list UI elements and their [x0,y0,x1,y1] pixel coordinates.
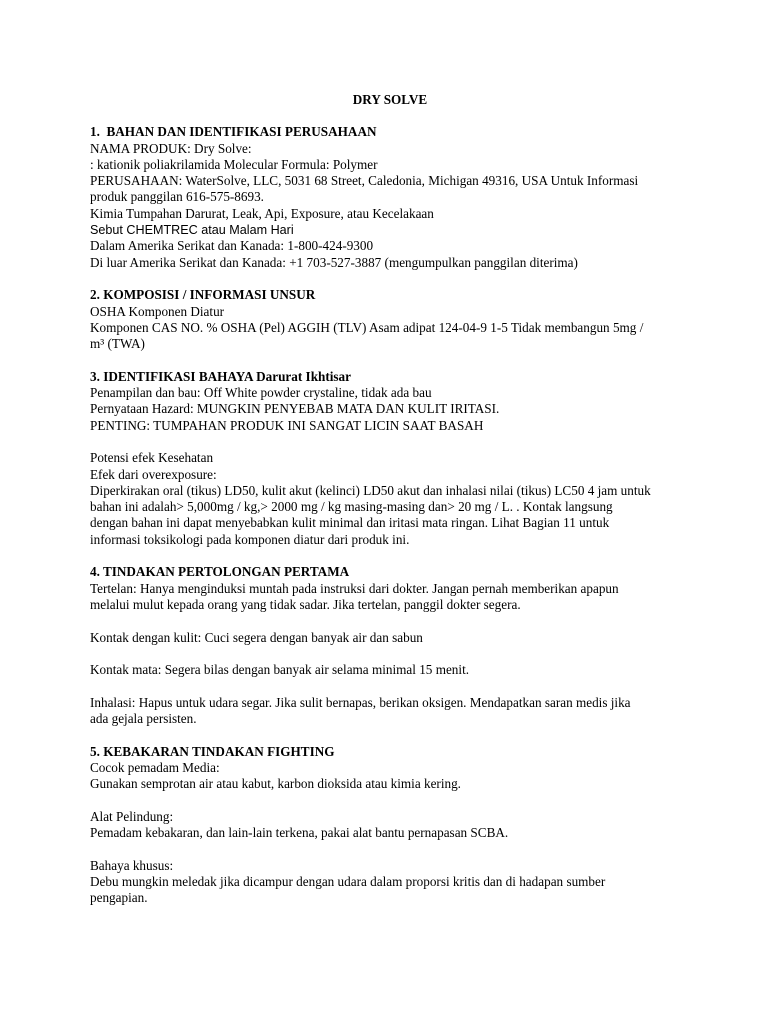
first-aid-eyes [90,662,690,678]
text-line: NAMA PRODUK: Dry Solve: [90,140,252,156]
text-line: : kationik poliakrilamida Molecular Formula: Polymer [90,156,378,172]
section-first-aid [90,564,690,727]
text-line: Pemadam kebakaran, dan lain-lain terkena, pakai alat bantu pernapasan SCBA. [90,825,509,841]
text-line: Pernyataan Hazard: MUNGKIN PENYEBAB MATA DAN KULIT IRITASI. [90,401,500,417]
section-heading: 4. TINDAKAN PERTOLONGAN PERTAMA [90,564,350,580]
section-heading: 3. IDENTIFIKASI BAHAYA Darurat Ikhtisar [90,368,351,384]
section-hazards [90,369,690,548]
text-line: Penampilan dan bau: Off White powder crystaline, tidak ada bau [90,385,432,401]
text-line: Bahaya khusus: [90,857,174,873]
text-line: PENTING: TUMPAHAN PRODUK INI SANGAT LICIN SAAT BASAH [90,417,484,433]
text-line: Tertelan: Hanya menginduksi muntah pada instruksi dari dokter. Jangan pernah memberikan apapun [90,580,619,596]
text-line: Debu mungkin meledak jika dicampur dengan udara dalam proporsi kritis dan di hadapan sumber [90,873,606,889]
text-line: Kontak mata: Segera bilas dengan banyak air selama minimal 15 menit. [90,662,470,678]
fire-special-hazards [90,858,690,907]
section-composition [90,287,690,352]
text-line: ada gejala persisten. [90,710,197,726]
document-title: DRY SOLVE [352,92,428,107]
first-aid-inhalation [90,695,690,728]
section-fire-fighting [90,744,690,907]
section-heading: 5. KEBAKARAN TINDAKAN FIGHTING [90,743,335,759]
section-identification [90,124,690,271]
text-line: bahan ini adalah> 5,000mg / kg,> 2000 mg / kg masing-masing dan> 20 mg / L. . Kontak langsung [90,499,613,515]
text-line: Di luar Amerika Serikat dan Kanada: +1 703-527-3887 (mengumpulkan panggilan diterima) [90,254,578,270]
text-line: Dalam Amerika Serikat dan Kanada: 1-800-424-9300 [90,238,374,254]
first-aid-skin [90,630,690,646]
fire-media [90,744,690,793]
text-line: Sebut CHEMTREC atau Malam Hari [90,223,294,238]
text-line: informasi toksikologi pada komponen diatur dari produk ini. [90,531,410,547]
text-line: OSHA Komponen Diatur [90,303,225,319]
document-page [90,92,690,923]
fire-protective-equipment [90,809,690,842]
text-line: Alat Pelindung: [90,808,174,824]
text-line: dengan bahan ini dapat menyebabkan kulit minimal dan iritasi mata ringan. Lihat Bagian 11 untuk [90,515,610,531]
text-line: Cocok pemadam Media: [90,759,220,775]
health-effects [90,450,690,548]
text-line: Kontak dengan kulit: Cuci segera dengan banyak air dan sabun [90,629,423,645]
text-line: Efek dari overexposure: [90,466,217,482]
text-line: pengapian. [90,890,148,906]
text-line: PERUSAHAAN: WaterSolve, LLC, 5031 68 Street, Caledonia, Michigan 49316, USA Untuk Informasi [90,173,639,189]
text-line: melalui mulut kepada orang yang tidak sadar. Jika tertelan, panggil dokter segera. [90,596,521,612]
text-line: Diperkirakan oral (tikus) LD50, kulit akut (kelinci) LD50 akut dan inhalasi nilai (tikus) LC50 4 jam untuk [90,482,651,498]
text-line: Potensi efek Kesehatan [90,450,214,466]
text-line: Inhalasi: Hapus untuk udara segar. Jika sulit bernapas, berikan oksigen. Mendapatkan saran medis jika [90,694,631,710]
hazard-summary [90,369,690,434]
text-line: m³ (TWA) [90,336,145,352]
text-line: Kimia Tumpahan Darurat, Leak, Api, Exposure, atau Kecelakaan [90,205,434,221]
section-heading: 1. BAHAN DAN IDENTIFIKASI PERUSAHAAN [90,124,377,140]
first-aid-ingestion [90,564,690,613]
section-heading: 2. KOMPOSISI / INFORMASI UNSUR [90,287,316,303]
text-line: Gunakan semprotan air atau kabut, karbon dioksida atau kimia kering. [90,776,461,792]
text-line: Komponen CAS NO. % OSHA (Pel) AGGIH (TLV) Asam adipat 124-04-9 1-5 Tidak membangun 5mg / [90,319,644,335]
text-line: produk panggilan 616-575-8693. [90,189,264,205]
